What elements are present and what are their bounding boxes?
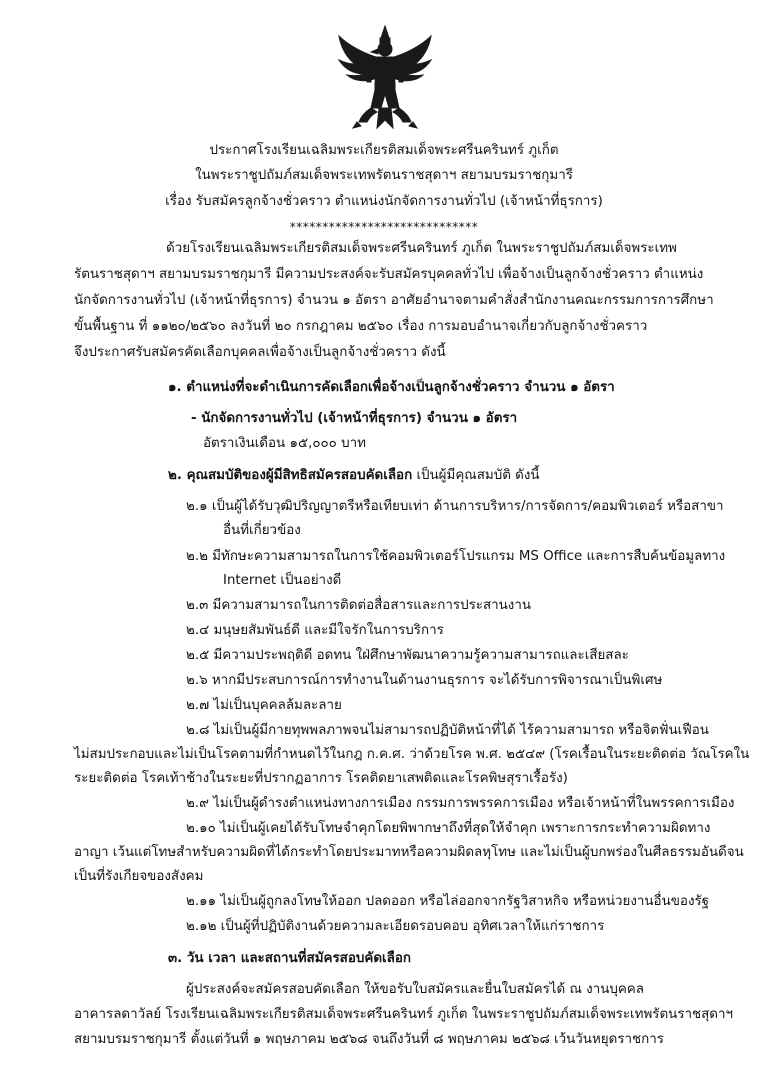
section-2-heading-bold: ๒. คุณสมบัติของผู้มีสิทธิสมัครสอบคัดเลือก xyxy=(168,468,413,483)
qualification-2-2-cont: Internet เป็นอย่างดี xyxy=(223,573,342,588)
section-3-line-3: สยามบรมราชกุมารี ตั้งแต่วันที่ ๑ พฤษภาคม ๒๕๖๘ จนถึงวันที่ ๘ พฤษภาคม ๒๕๖๘ เว้นวันหยุดราชการ xyxy=(74,1032,664,1047)
qualification-2-4: ๒.๔ มนุษยสัมพันธ์ดี และมีใจรักในการบริการ xyxy=(186,623,444,638)
qualification-2-6: ๒.๖ หากมีประสบการณ์การทำงานในด้านงานธุรการ จะได้รับการพิจารณาเป็นพิเศษ xyxy=(186,673,663,688)
qualification-2-1: ๒.๑ เป็นผู้ได้รับวุฒิปริญญาตรีหรือเทียบเท่า ด้านการบริหาร/การจัดการ/คอมพิวเตอร์ หรือสาขา xyxy=(186,499,724,514)
section-3-heading: ๓. วัน เวลา และสถานที่สมัครสอบคัดเลือก xyxy=(168,951,411,966)
title-line-2: ในพระราชูปถัมภ์สมเด็จพระเทพรัตนราชสุดาฯ สยามบรมราชกุมารี xyxy=(195,168,573,183)
title-line-3: เรื่อง รับสมัครลูกจ้างชั่วคราว ตำแหน่งนักจัดการงานทั่วไป (เจ้าหน้าที่ธุรการ) xyxy=(165,194,603,209)
qualification-2-8-cont-2: ระยะติดต่อ โรคเท้าช้างในระยะที่ปรากฏอาการ โรคติดยาเสพติดและโรคพิษสุราเรื้อรัง) xyxy=(74,771,568,786)
section-3-line-1: ผู้ประสงค์จะสมัครสอบคัดเลือก ให้ขอรับใบสมัครและยื่นใบสมัครได้ ณ งานบุคคล xyxy=(186,982,645,997)
salary-line: อัตราเงินเดือน ๑๕,๐๐๐ บาท xyxy=(203,436,366,451)
garuda-emblem-icon xyxy=(335,24,435,132)
section-2-heading-rest: เป็นผู้มีคุณสมบัติ ดังนี้ xyxy=(412,468,540,483)
intro-line-2: รัตนราชสุดาฯ สยามบรมราชกุมารี มีความประสงค์จะรับสมัครบุคคลทั่วไป เพื่อจ้างเป็นลูกจ้างชั่วคราว ตำแหน่ง xyxy=(74,267,704,282)
qualification-2-5: ๒.๕ มีความประพฤติดี อดทน ใฝ่ศึกษาพัฒนาความรู้ความสามารถและเสียสละ xyxy=(186,648,629,663)
intro-line-4: ขั้นพื้นฐาน ที่ ๑๑๒๐/๒๕๖๐ ลงวันที่ ๒๐ กรกฎาคม ๒๕๖๐ เรื่อง การมอบอำนาจเกี่ยวกับลูกจ้างชั่วคราว xyxy=(74,319,648,334)
position-line: - นักจัดการงานทั่วไป (เจ้าหน้าที่ธุรการ) จำนวน ๑ อัตรา xyxy=(191,411,518,426)
qualification-2-12: ๒.๑๒ เป็นผู้ที่ปฏิบัติงานด้วยความละเอียดรอบคอบ อุทิศเวลาให้แก่ราชการ xyxy=(186,919,605,934)
qualification-2-10-cont-1: อาญา เว้นแต่โทษสำหรับความผิดที่ได้กระทำโดยประมาทหรือความผิดลหุโทษ และไม่เป็นผู้บกพร่องในศีลธรรมอันดีจน xyxy=(74,845,744,860)
section-2-heading xyxy=(168,467,540,485)
title-line-1: ประกาศโรงเรียนเฉลิมพระเกียรติสมเด็จพระศรีนครินทร์ ภูเก็ต xyxy=(209,143,559,158)
intro-line-5: จึงประกาศรับสมัครคัดเลือกบุคคลเพื่อจ้างเป็นลูกจ้างชั่วคราว ดังนี้ xyxy=(74,345,446,360)
intro-line-3: นักจัดการงานทั่วไป (เจ้าหน้าที่ธุรการ) จำนวน ๑ อัตรา อาศัยอำนาจตามคำสั่งสำนักงานคณะกรรมการการศึกษา xyxy=(74,293,714,308)
qualification-2-8: ๒.๘ ไม่เป็นผู้มีกายทุพพลภาพจนไม่สามารถปฏิบัติหน้าที่ได้ ไร้ความสามารถ หรือจิตฟั่นเฟือน xyxy=(186,723,709,738)
qualification-2-10-cont-2: เป็นที่รังเกียจของสังคม xyxy=(74,869,204,884)
qualification-2-1-cont: อื่นที่เกี่ยวข้อง xyxy=(223,523,301,538)
intro-line-1: ด้วยโรงเรียนเฉลิมพระเกียรติสมเด็จพระศรีนครินทร์ ภูเก็ต ในพระราชูปถัมภ์สมเด็จพระเทพ xyxy=(166,241,677,256)
qualification-2-7: ๒.๗ ไม่เป็นบุคคลล้มละลาย xyxy=(186,698,342,713)
qualification-2-3: ๒.๓ มีความสามารถในการติดต่อสื่อสารและการประสานงาน xyxy=(186,598,532,613)
qualification-2-10: ๒.๑๐ ไม่เป็นผู้เคยได้รับโทษจำคุกโดยพิพากษาถึงที่สุดให้จำคุก เพราะการกระทำความผิดทาง xyxy=(186,821,711,836)
qualification-2-11: ๒.๑๑ ไม่เป็นผู้ถูกลงโทษให้ออก ปลดออก หรือไล่ออกจากรัฐวิสาหกิจ หรือหน่วยงานอื่นของรัฐ xyxy=(186,894,710,909)
qualification-2-2: ๒.๒ มีทักษะความสามารถในการใช้คอมพิวเตอร์โปรแกรม MS Office และการสืบค้นข้อมูลทาง xyxy=(186,549,726,564)
qualification-2-8-cont-1: ไม่สมประกอบและไม่เป็นโรคตามที่กำหนดไว้ในกฎ ก.ค.ศ. ว่าด้วยโรค พ.ศ. ๒๕๔๙ (โรคเรื้อนในระยะติดต่อ วัณโรคใน xyxy=(74,747,750,762)
section-3-line-2: อาคารลดาวัลย์ โรงเรียนเฉลิมพระเกียรติสมเด็จพระศรีนครินทร์ ภูเก็ต ในพระราชูปถัมภ์สมเด็จพระเทพรัตนราชสุดาฯ xyxy=(74,1007,734,1022)
header-separator: ***************************** xyxy=(289,220,479,234)
qualification-2-9: ๒.๙ ไม่เป็นผู้ดำรงตำแหน่งทางการเมือง กรรมการพรรคการเมือง หรือเจ้าหน้าที่ในพรรคการเมือง xyxy=(186,796,735,811)
section-1-heading: ๑. ตำแหน่งที่จะดำเนินการคัดเลือกเพื่อจ้างเป็นลูกจ้างชั่วคราว จำนวน ๑ อัตรา xyxy=(168,380,615,395)
